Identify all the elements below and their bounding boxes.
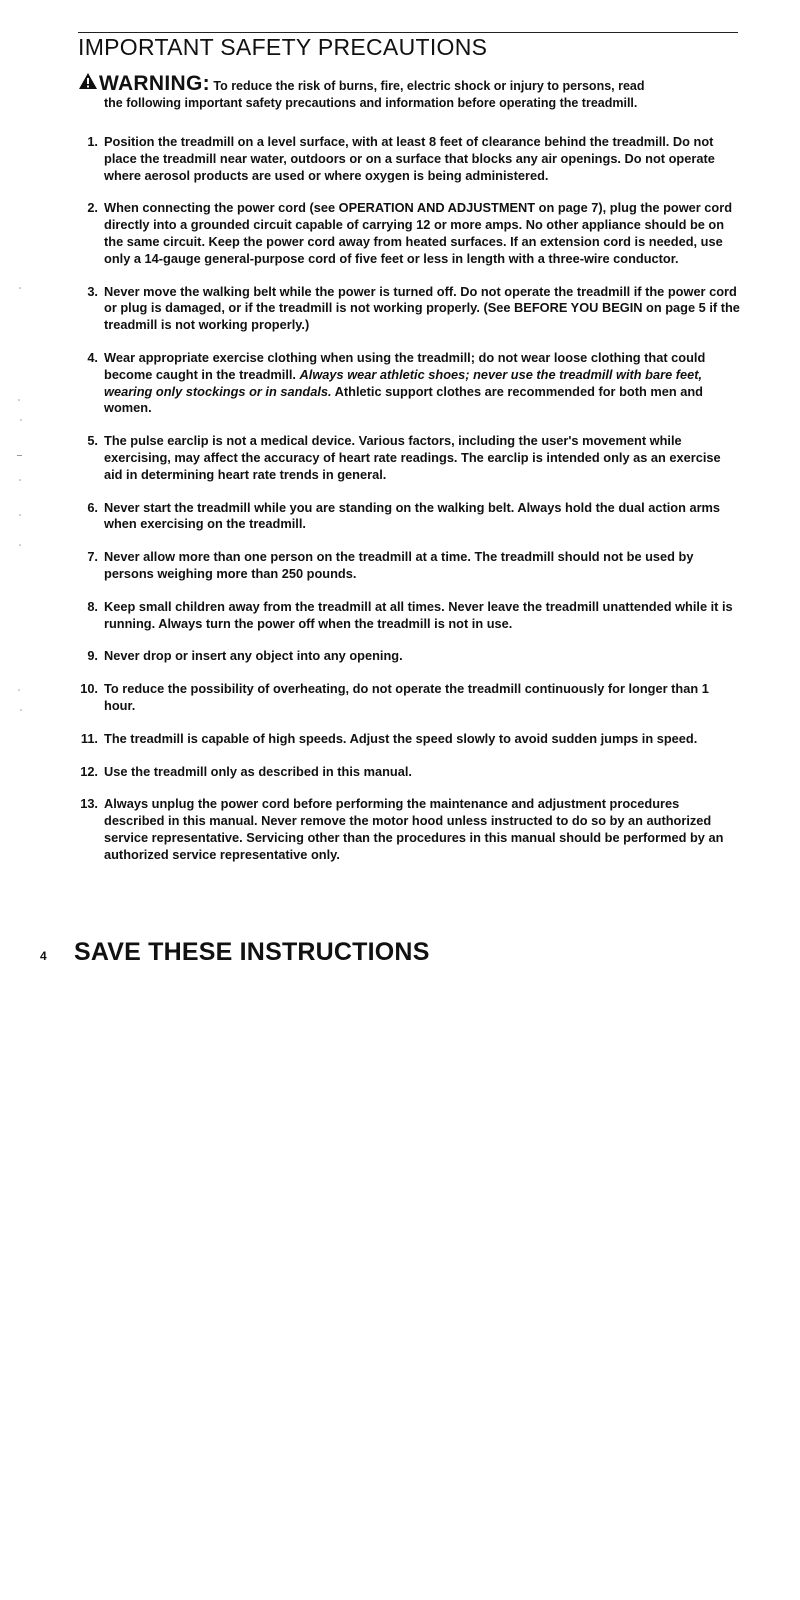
item-number: 8. <box>87 598 98 614</box>
item-number: 11. <box>80 730 98 746</box>
item-number: 1. <box>87 134 98 149</box>
list-item <box>78 500 740 534</box>
item-text: Always unplug the power cord before performing the maintenance and adjustment procedures described in this manual. Never remove the motor hood unless instructed to do so by an authorized service representative. Servicing other than the procedures in this manual should be performed by an authorized service representative only. <box>104 796 724 862</box>
warning-triangle-icon <box>78 72 98 90</box>
scan-margin-marks <box>14 270 26 730</box>
warning-text-2: the following important safety precautions and information before operating the treadmill. <box>104 96 638 110</box>
list-item <box>78 648 740 665</box>
item-text: When connecting the power cord (see OPERATION AND ADJUSTMENT on page 7), plug the power cord directly into a grounded circuit capable of carrying 12 or more amps. No other appliance should be on the same circuit. Keep the power cord away from heated surfaces. If an extension cord is needed, use only a 14-gauge general-purpose cord of five feet or less in length with a three-wire conductor. <box>104 200 733 266</box>
item-number: 13. <box>80 796 98 812</box>
item-text-italic: Always wear athletic shoes; never use the treadmill with bare feet, wearing only stockings or in sandals. <box>104 366 703 399</box>
item-text: To reduce the possibility of overheating, do not operate the treadmill continuously for longer than 1 hour. <box>104 681 709 713</box>
list-item <box>78 350 740 417</box>
page-footer <box>40 938 430 967</box>
list-item <box>78 764 740 781</box>
item-number: 6. <box>87 499 98 515</box>
item-number: 7. <box>87 549 98 565</box>
warning-heading <box>78 72 210 95</box>
item-number: 2. <box>87 200 98 216</box>
list-item <box>78 796 740 863</box>
item-number: 9. <box>87 648 98 664</box>
item-number: 5. <box>87 433 98 449</box>
precautions-list <box>78 134 740 880</box>
item-text: Never allow more than one person on the treadmill at a time. The treadmill should not be used by persons weighing more than 250 pounds. <box>104 549 694 581</box>
item-number: 3. <box>87 283 98 299</box>
list-item <box>78 134 740 184</box>
warning-block <box>78 72 738 112</box>
item-text: Never move the walking belt while the power is turned off. Do not operate the treadmill if the power cord or plug is damaged, or if the treadmill is not working properly. (See BEFORE YOU BEGIN on page 5 if the treadmill is not working properly.) <box>104 283 740 333</box>
page-number: 4 <box>40 949 47 963</box>
list-item <box>78 433 740 483</box>
list-item <box>78 284 740 334</box>
list-item <box>78 731 740 748</box>
warning-text-1: To reduce the risk of burns, fire, electric shock or injury to persons, read <box>213 79 645 93</box>
save-instructions-heading: SAVE THESE INSTRUCTIONS <box>74 938 430 966</box>
item-text: Use the treadmill only as described in this manual. <box>104 763 412 779</box>
item-number: 12. <box>80 763 98 779</box>
list-item <box>78 599 740 633</box>
warning-line-1 <box>78 72 738 95</box>
item-text: Wear appropriate exercise clothing when using the treadmill; do not wear loose clothing that could become caught in the treadmill. <box>104 349 706 382</box>
item-text: Never start the treadmill while you are standing on the walking belt. Always hold the dual action arms when exercising on the treadmill. <box>104 499 721 532</box>
item-number: 10. <box>80 681 98 697</box>
item-text: Position the treadmill on a level surface, with at least 8 feet of clearance behind the treadmill. Do not place the treadmill near water, outdoors or on a surface that blocks any air openings. Do not operate where aerosol products are used or where oxygen is being administered. <box>104 134 715 183</box>
header-rule <box>78 32 738 33</box>
list-item <box>78 681 740 715</box>
warning-label: WARNING: <box>99 72 210 95</box>
item-text: Never drop or insert any object into any opening. <box>104 648 403 664</box>
item-text: The treadmill is capable of high speeds. Adjust the speed slowly to avoid sudden jumps in speed. <box>104 730 698 746</box>
page-title: IMPORTANT SAFETY PRECAUTIONS <box>78 34 488 60</box>
item-text: The pulse earclip is not a medical device. Various factors, including the user's movement while exercising, may affect the accuracy of heart rate readings. The earclip is intended only as an exercise aid in determining heart rate trends in general. <box>104 433 721 482</box>
list-item <box>78 200 740 267</box>
item-text: Keep small children away from the treadmill at all times. Never leave the treadmill unattended while it is running. Always turn the power off when the treadmill is not in use. <box>104 598 733 631</box>
item-text: Athletic support clothes are recommended for both men and women. <box>104 383 703 416</box>
list-item <box>78 549 740 583</box>
item-number: 4. <box>87 349 98 365</box>
